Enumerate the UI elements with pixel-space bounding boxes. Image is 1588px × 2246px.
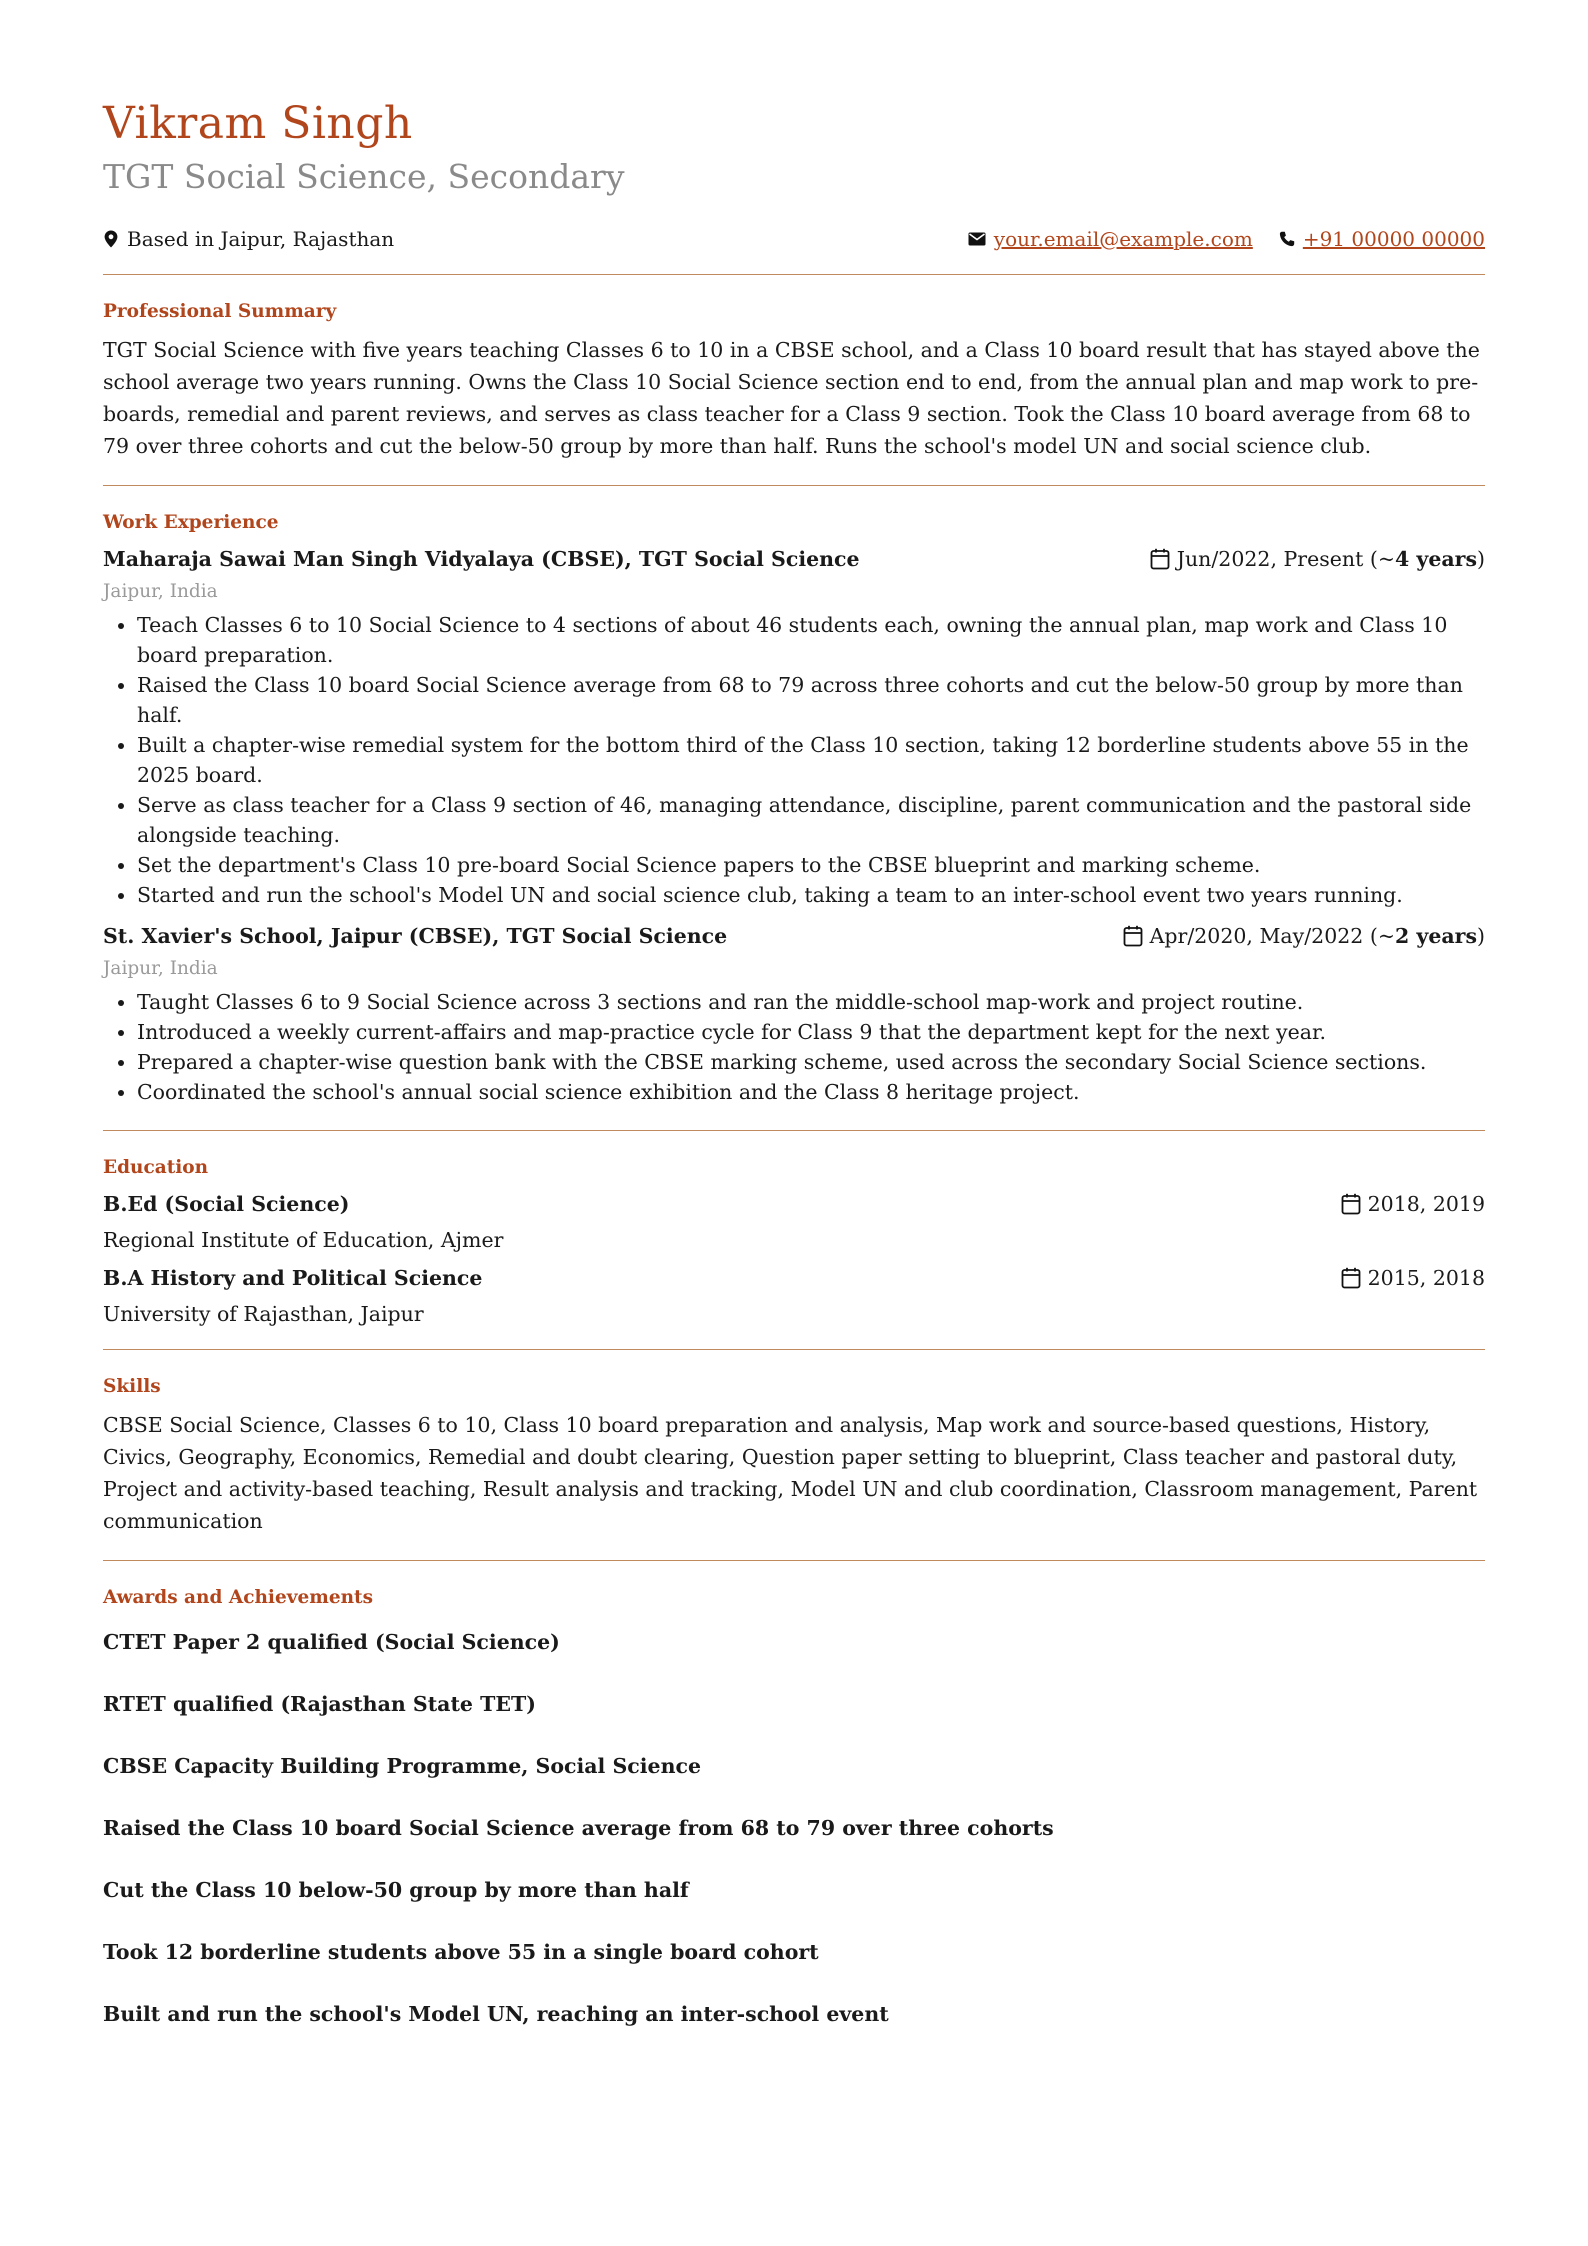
education-heading: Education (103, 1157, 209, 1178)
list-item: • Introduced a weekly current-affairs and map-practice cycle for Class 9 that the department kept for the next year. (137, 1017, 1485, 1047)
job-date-close: ) (1477, 547, 1485, 571)
location-item (103, 227, 394, 251)
school-name: University of Rajasthan, Jaipur (103, 1302, 424, 1326)
phone-item (1279, 227, 1485, 251)
education-header (103, 1266, 1485, 1290)
job-dates (1123, 924, 1485, 948)
email-item (968, 227, 1253, 251)
job-duration: 4 years (1395, 547, 1477, 571)
education-entry (103, 1266, 1485, 1326)
job-title: St. Xavier's School, Jaipur (CBSE), TGT Social Science (103, 924, 728, 948)
job-title: Maharaja Sawai Man Singh Vidyalaya (CBSE), TGT Social Science (103, 547, 860, 571)
list-item: • Coordinated the school's annual social science exhibition and the Class 8 heritage project. (137, 1077, 1485, 1107)
list-item: • Prepared a chapter-wise question bank with the CBSE marking scheme, used across the secondary Social Science sections. (137, 1047, 1485, 1077)
education-entry (103, 1192, 1485, 1252)
summary-text: TGT Social Science with five years teaching Classes 6 to 10 in a CBSE school, and a Class 10 board result that has stayed above the school average two years running. Owns the Class 10 Social Science section end to end, from the annual plan and map work to pre-boards, remedial and parent reviews, and serves as class teacher for a Class 9 section. Took the Class 10 board average from 68 to 79 over three cohorts and cut the below-50 group by more than half. Runs the school's model UN and social science club. (103, 338, 1480, 458)
degree-title: B.Ed (Social Science) (103, 1192, 350, 1216)
experience-heading: Work Experience (103, 512, 279, 533)
calendar-icon (1341, 1193, 1361, 1215)
award-item: RTET qualified (Rajasthan State TET) (103, 1692, 536, 1716)
job-date-range: Apr/2020, May/2022 (~ (1149, 924, 1396, 948)
location-text: Based in Jaipur, Rajasthan (127, 227, 395, 251)
education-dates (1341, 1192, 1485, 1216)
calendar-icon (1341, 1267, 1361, 1289)
degree-title: B.A History and Political Science (103, 1266, 483, 1290)
award-item: CBSE Capacity Building Programme, Social Science (103, 1754, 702, 1778)
job-bullets (103, 610, 1485, 910)
divider (103, 1560, 1485, 1561)
job-date-close: ) (1477, 924, 1485, 948)
divider (103, 485, 1485, 486)
job-location: Jaipur, India (103, 958, 218, 979)
school-name: Regional Institute of Education, Ajmer (103, 1228, 504, 1252)
award-item: Took 12 borderline students above 55 in a single board cohort (103, 1940, 819, 1964)
contact-row (103, 227, 1485, 251)
education-date-range: 2015, 2018 (1367, 1266, 1485, 1290)
list-item: • Set the department's Class 10 pre-board Social Science papers to the CBSE blueprint and marking scheme. (137, 850, 1485, 880)
job-duration: 2 years (1395, 924, 1477, 948)
envelope-icon (968, 232, 986, 246)
divider (103, 1130, 1485, 1131)
phone-link[interactable]: +91 00000 00000 (1302, 227, 1485, 251)
list-item: • Teach Classes 6 to 10 Social Science to 4 sections of about 46 students each, owning the annual plan, map work and Class 10 board preparation. (137, 610, 1485, 670)
list-item: • Started and run the school's Model UN and social science club, taking a team to an inter-school event two years running. (137, 880, 1485, 910)
skills-text: CBSE Social Science, Classes 6 to 10, Class 10 board preparation and analysis, Map work and source-based questions, History, Civics, Geography, Economics, Remedial and doubt clearing, Question paper setting to blueprint, Class teacher and pastoral duty, Project and activity-based teaching, Result analysis and tracking, Model UN and club coordination, Classroom management, Parent communication (103, 1413, 1478, 1533)
job-date-range: Jun/2022, Present (~ (1176, 547, 1396, 571)
job-header (103, 924, 1485, 948)
divider (103, 1349, 1485, 1350)
award-item: Cut the Class 10 below-50 group by more than half (103, 1878, 689, 1902)
list-item: • Taught Classes 6 to 9 Social Science across 3 sections and ran the middle-school map-work and project routine. (137, 987, 1485, 1017)
phone-icon (1279, 231, 1295, 247)
awards-list (103, 1630, 1485, 2026)
email-link[interactable]: your.email@example.com (993, 227, 1253, 251)
summary-heading: Professional Summary (103, 301, 337, 322)
job-bullets (103, 987, 1485, 1107)
award-item: Built and run the school's Model UN, reaching an inter-school event (103, 2002, 889, 2026)
award-item: CTET Paper 2 qualified (Social Science) (103, 1630, 560, 1654)
job-location: Jaipur, India (103, 581, 218, 602)
calendar-icon (1150, 548, 1170, 570)
list-item: • Raised the Class 10 board Social Science average from 68 to 79 across three cohorts and cut the below-50 group by more than half. (137, 670, 1485, 730)
education-header (103, 1192, 1485, 1216)
job-dates (1150, 547, 1485, 571)
list-item: • Serve as class teacher for a Class 9 section of 46, managing attendance, discipline, parent communication and the pastoral side alongside teaching. (137, 790, 1485, 850)
job-entry (103, 547, 1485, 910)
education-date-range: 2018, 2019 (1367, 1192, 1485, 1216)
awards-heading: Awards and Achievements (103, 1587, 374, 1608)
job-header (103, 547, 1485, 571)
contact-links (942, 227, 1485, 251)
skills-heading: Skills (103, 1376, 161, 1397)
map-pin-icon (103, 230, 119, 248)
award-item: Raised the Class 10 board Social Science average from 68 to 79 over three cohorts (103, 1816, 1054, 1840)
candidate-name: Vikram Singh (103, 98, 413, 149)
candidate-title: TGT Social Science, Secondary (103, 157, 625, 196)
divider (103, 274, 1485, 275)
job-entry (103, 924, 1485, 1107)
calendar-icon (1123, 925, 1143, 947)
education-dates (1341, 1266, 1485, 1290)
list-item: • Built a chapter-wise remedial system for the bottom third of the Class 10 section, taking 12 borderline students above 55 in the 2025 board. (137, 730, 1485, 790)
